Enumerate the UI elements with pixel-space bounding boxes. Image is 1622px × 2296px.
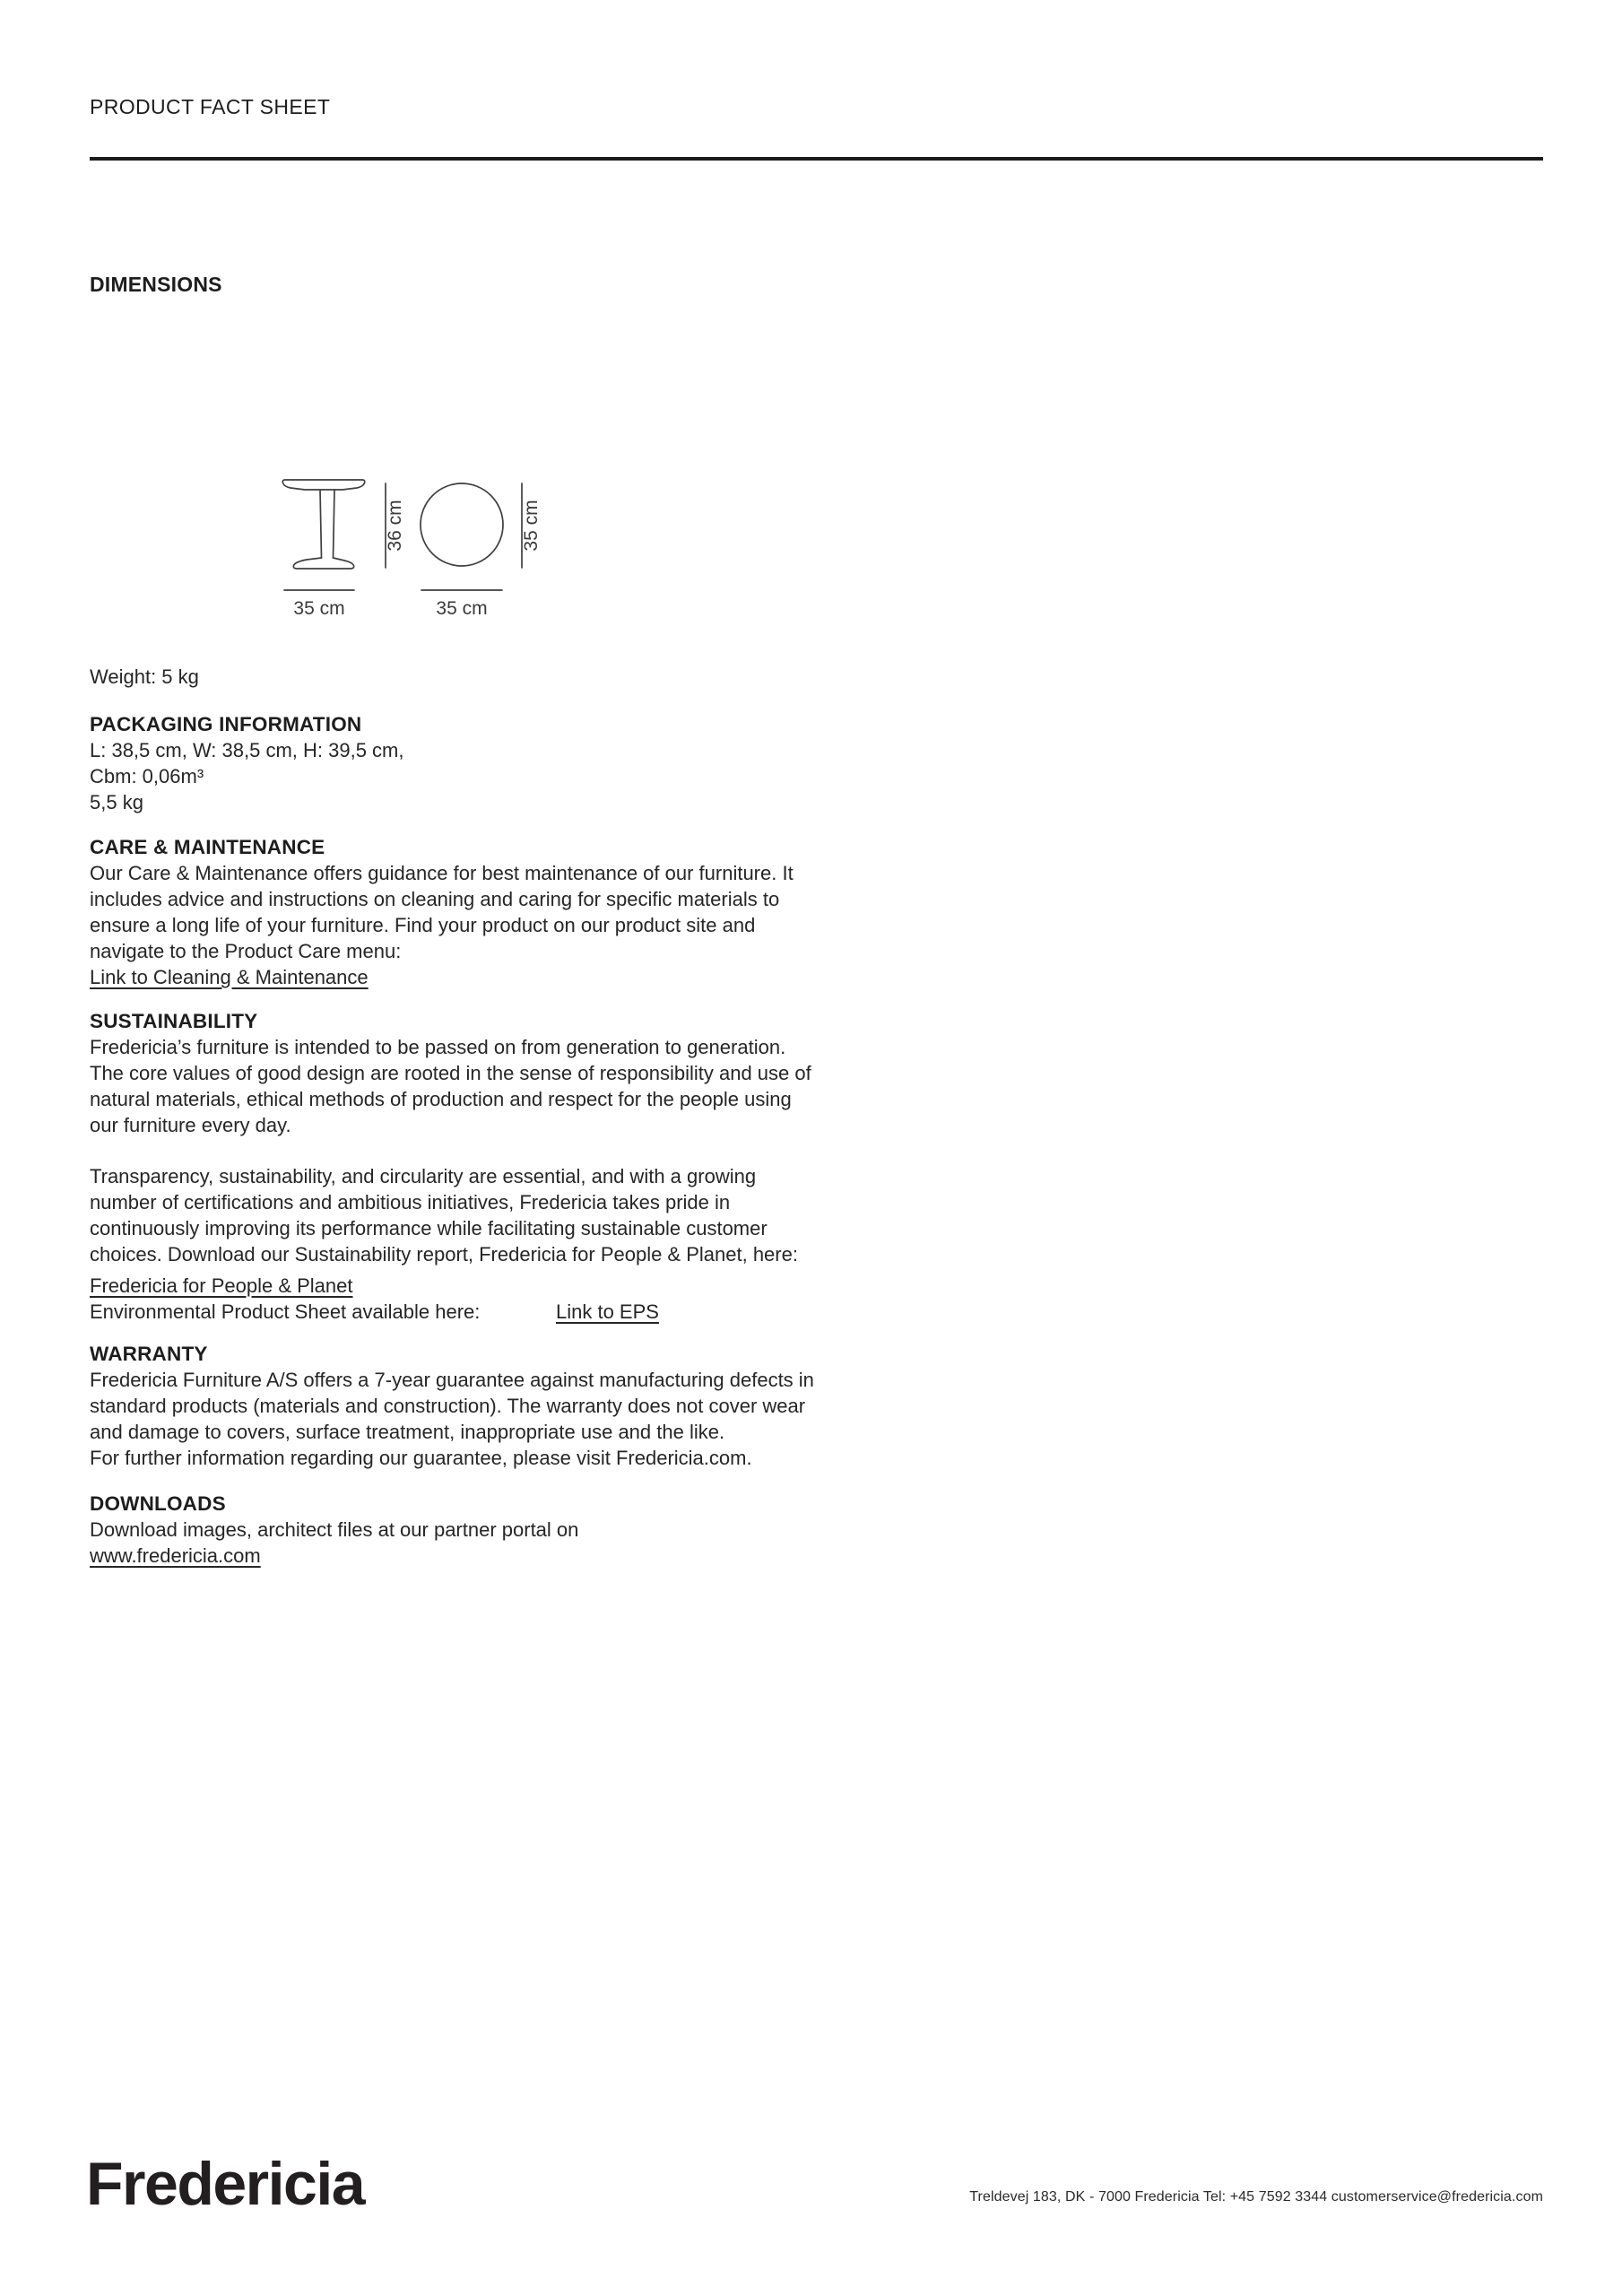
packaging-section [90,711,823,815]
top-height-dim-label: 35 cm [521,500,542,552]
warranty-section [90,1341,823,1471]
sustainability-paragraph-2: Transparency, sustainability, and circularity are essential, and with a growing number of certifications and ambitious initiatives, Fredericia takes pride in continuously improving its performance while facilitating sustainable customer choices. Download our Sustainability report, Fredericia for People & Planet, here: [90,1165,798,1265]
dimensions-heading: DIMENSIONS [90,273,222,296]
table-side-view-top-drawing [282,480,364,490]
warranty-heading: WARRANTY [90,1343,208,1365]
cleaning-maintenance-link[interactable]: Link to Cleaning & Maintenance [90,966,369,988]
fredericia-logo: Fredericia [86,2150,365,2218]
sustainability-section [90,1008,823,1325]
care-maintenance-body: Our Care & Maintenance offers guidance for best maintenance of our furniture. It includes advice and instructions on cleaning and caring for specific materials to ensure a long life of your furniture. Find your product on our product site and navigate to the Product Care menu: [90,862,794,962]
eps-label: Environmental Product Sheet available here: [90,1300,481,1323]
people-planet-link[interactable]: Fredericia for People & Planet [90,1274,353,1297]
table-top-view-circle-drawing [421,483,503,566]
dimensions-diagram [269,462,565,628]
top-width-dim-label: 35 cm [436,598,488,619]
packaging-dimensions-line: L: 38,5 cm, W: 38,5 cm, H: 39,5 cm, [90,739,404,761]
eps-row [90,1299,823,1325]
fredericia-website-link[interactable]: www.fredericia.com [90,1544,261,1567]
warranty-body: Fredericia Furniture A/S offers a 7-year guarantee against manufacturing defects in standard products (materials and construction). The warranty does not cover wear and damage to covers, surface treatment, inappropriate use and the like. [90,1369,814,1443]
packaging-weight-line: 5,5 kg [90,791,143,813]
packaging-cbm-line: Cbm: 0,06m³ [90,765,204,787]
downloads-section [90,1491,823,1569]
side-height-dim-label: 36 cm [385,500,405,552]
main-text-column [90,664,823,1569]
care-maintenance-section [90,834,823,990]
header-divider [90,157,1543,161]
packaging-heading: PACKAGING INFORMATION [90,713,362,735]
eps-link[interactable]: Link to EPS [556,1300,659,1323]
warranty-note: For further information regarding our guarantee, please visit Fredericia.com. [90,1447,752,1469]
sustainability-paragraph-1: Fredericia’s furniture is intended to be passed on from generation to generation. The core values of good design are rooted in the sense of responsibility and use of natural materials, ethical methods of production and respect for the people using our furniture every day. [90,1036,811,1136]
downloads-body: Download images, architect files at our partner portal on [90,1518,579,1541]
downloads-heading: DOWNLOADS [90,1492,226,1515]
side-width-dim-label: 35 cm [293,598,345,619]
weight-line: Weight: 5 kg [90,665,199,688]
sustainability-heading: SUSTAINABILITY [90,1010,258,1032]
care-maintenance-heading: CARE & MAINTENANCE [90,836,325,858]
footer-contact-info: Treldevej 183, DK - 7000 Fredericia Tel: +45 7592 3344 customerservice@fredericia.com [969,2189,1543,2205]
page-title: PRODUCT FACT SHEET [90,95,331,118]
table-side-view-base-drawing [293,558,353,569]
table-side-view-column-drawing [320,490,334,558]
